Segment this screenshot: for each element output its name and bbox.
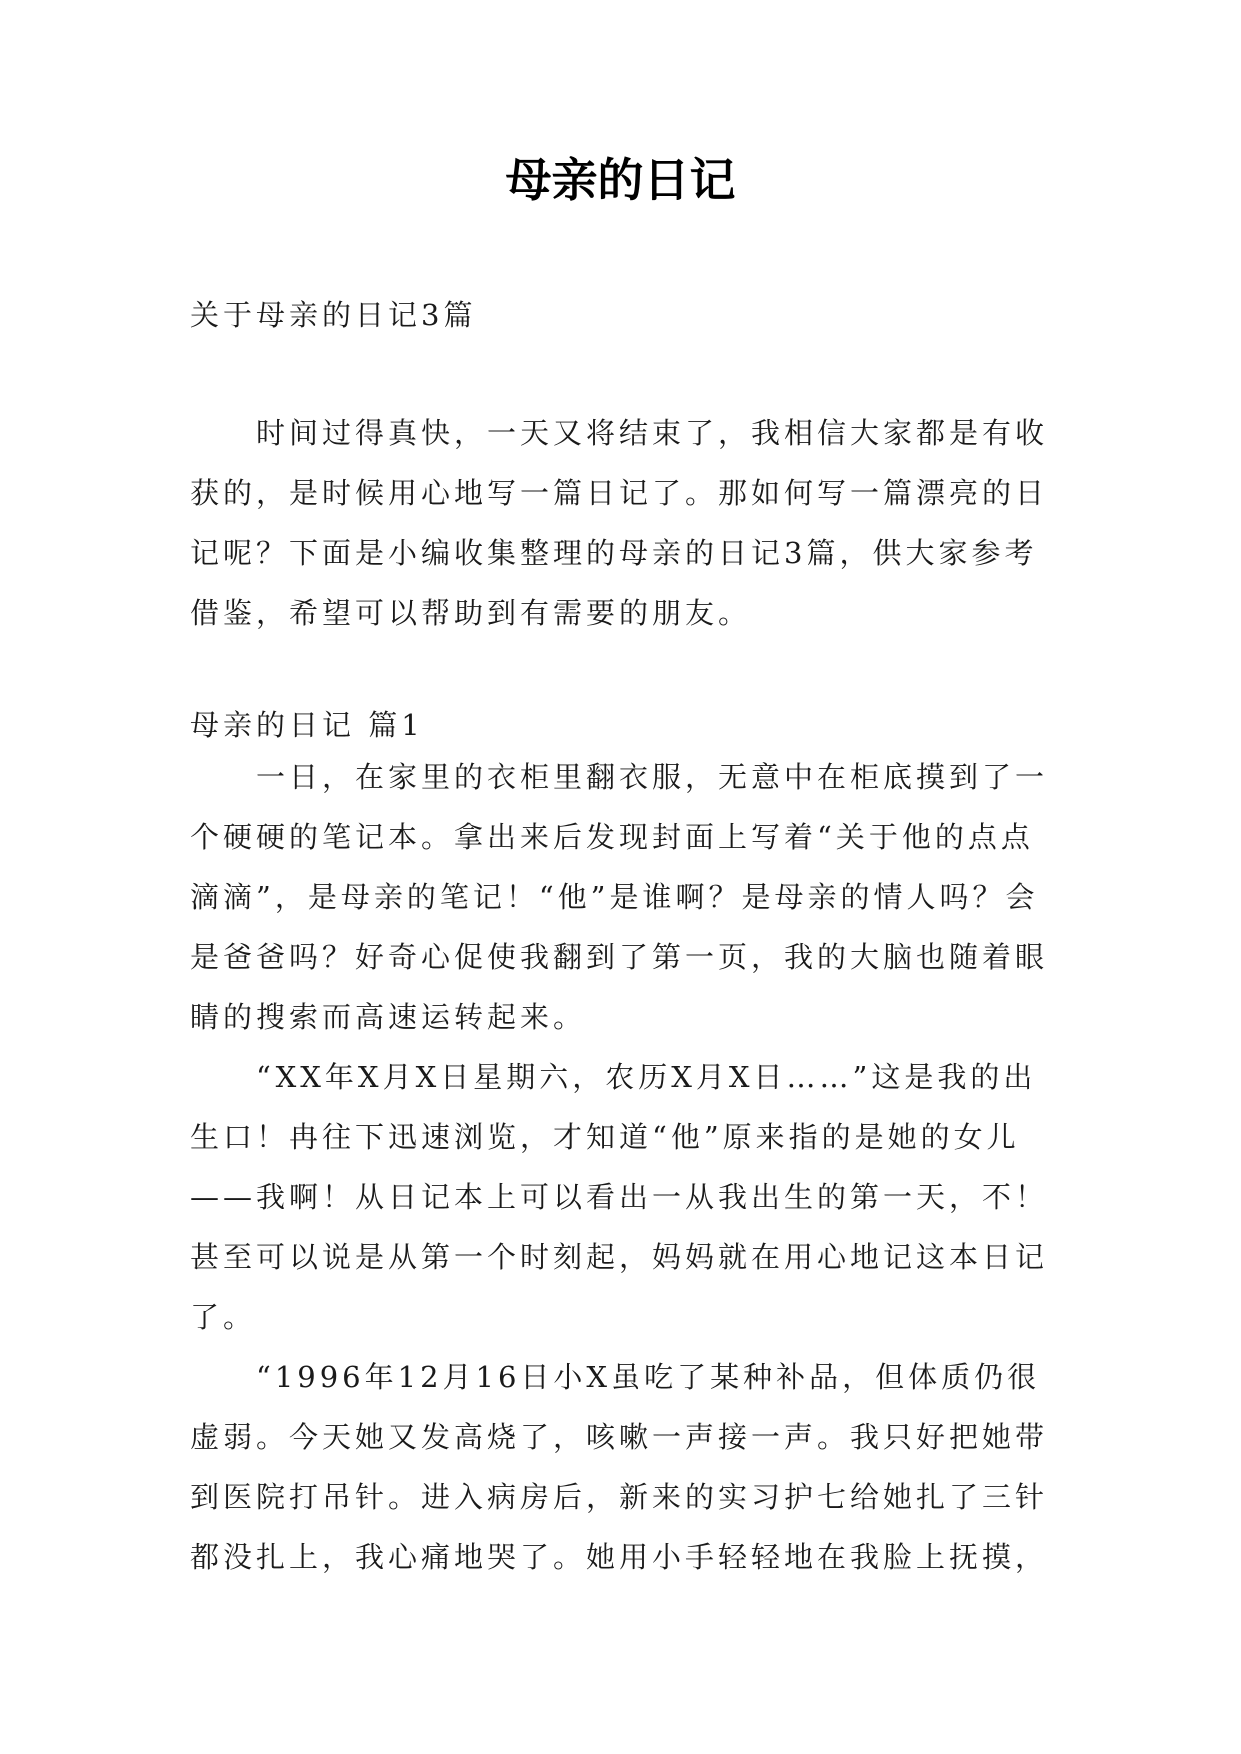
intro-paragraph: 时间过得真快，一天又将结束了，我相信大家都是有收获的，是时候用心地写一篇日记了。那如何写一篇漂亮的日记呢？下面是小编收集整理的母亲的日记3篇，供大家参考借鉴，希望可以帮助到有需要的朋友。 [190, 416, 1049, 630]
document-subtitle: 关于母亲的日记3篇 [190, 298, 477, 332]
section-paragraph-3: “1996年12月16日小X虽吃了某种补品，但体质仍很虚弱。今天她又发高烧了，咳嗽一声接一声。我只好把她带到医院打吊针。进入病房后，新来的实习护七给她扎了三针都没扎上，我心痛地哭了。她用小手轻轻地在我脸上抚摸， [190, 1360, 1049, 1574]
section-heading: 母亲的日记 篇1 [190, 708, 424, 742]
section-body [190, 747, 1052, 1587]
document-title: 母亲的日记 [505, 153, 736, 207]
section-paragraph-2: “XX年X月X日星期六，农历X月X日……”这是我的出生口！冉往下迅速浏览，才知道“他”原来指的是她的女儿——我啊！从日记本上可以看出一从我出生的第一天，不！甚至可以说是从第一个时刻起，妈妈就在用心地记这本日记了。 [190, 1060, 1049, 1334]
section-paragraph-1: 一日，在家里的衣柜里翻衣服，无意中在柜底摸到了一个硬硬的笔记本。拿出来后发现封面上写着“关于他的点点滴滴”，是母亲的笔记！“他”是谁啊？是母亲的情人吗？会是爸爸吗？好奇心促使我翻到了第一页，我的大脑也随着眼睛的搜索而高速运转起来。 [190, 760, 1049, 1034]
